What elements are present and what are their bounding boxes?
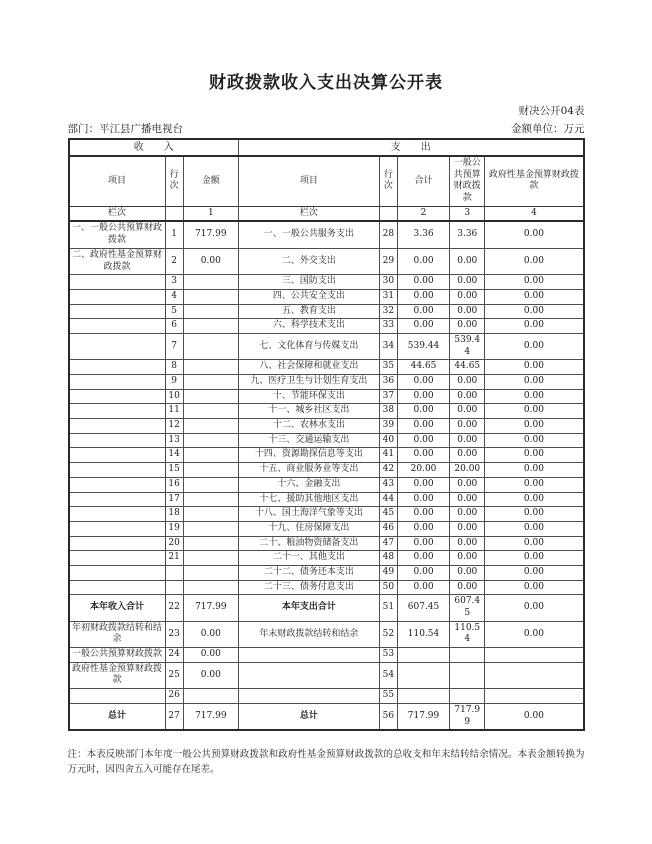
expense-row-no-header: 行次	[379, 156, 397, 206]
department-label: 部门：平江县广播电视台	[67, 123, 183, 135]
expense-line-no-cell: 32	[379, 304, 397, 319]
expense-gov-fund-cell: 0.00	[485, 521, 584, 536]
income-row-no-header: 行次	[165, 156, 183, 206]
expense-general-budget-cell: 0.00	[450, 404, 485, 419]
income-amount-cell	[183, 275, 238, 290]
income-line-no-cell	[165, 580, 183, 595]
expense-line-no-cell: 42	[379, 463, 397, 478]
expense-total-cell: 3.36	[397, 221, 449, 248]
table-row	[69, 389, 584, 404]
expense-gov-fund-cell: 0.00	[485, 507, 584, 522]
income-line-no-cell: 5	[165, 304, 183, 319]
expense-gov-fund-cell: 0.00	[485, 433, 584, 448]
page-title: 财政拨款收入支出决算公开表	[209, 73, 443, 93]
income-line-no-cell: 20	[165, 536, 183, 551]
expense-line-no-cell: 29	[379, 248, 397, 274]
income-line-no-cell: 15	[165, 463, 183, 478]
income-line-no-cell: 26	[165, 689, 183, 704]
expense-line-no-cell: 43	[379, 477, 397, 492]
expense-general-budget-cell: 3.36	[450, 221, 485, 248]
expense-general-budget-cell: 0.00	[450, 375, 485, 390]
income-item-cell: 二、政府性基金预算财政拨款	[69, 248, 166, 274]
table-row	[69, 448, 584, 463]
table-row	[69, 404, 584, 419]
table-row	[69, 492, 584, 507]
income-line-no-cell	[165, 565, 183, 580]
expense-line-no-cell: 54	[379, 662, 397, 688]
expense-line-no-cell: 37	[379, 389, 397, 404]
expense-general-budget-cell	[450, 648, 485, 663]
expense-gov-fund-cell: 0.00	[485, 419, 584, 434]
expense-total-cell: 607.45	[397, 595, 449, 621]
expense-item-cell: 六、科学技术支出	[238, 319, 379, 334]
expense-line-no-cell: 44	[379, 492, 397, 507]
expense-general-budget-cell: 44.65	[450, 360, 485, 375]
expense-gov-fund-cell: 0.00	[485, 536, 584, 551]
table-row	[69, 536, 584, 551]
income-amount-cell: 0.00	[183, 662, 238, 688]
expense-line-no-cell: 33	[379, 319, 397, 334]
expenditure-section-header: 支 出	[238, 139, 583, 156]
table-row	[69, 319, 584, 334]
expense-item-cell: 三、国防支出	[238, 275, 379, 290]
income-item-cell	[69, 375, 166, 390]
table-row	[69, 551, 584, 566]
income-line-no-cell: 14	[165, 448, 183, 463]
table-row	[69, 689, 584, 704]
income-line-no-cell: 12	[165, 419, 183, 434]
income-amount-cell	[183, 448, 238, 463]
expense-gov-fund-cell: 0.00	[485, 360, 584, 375]
expense-item-cell: 十、节能环保支出	[238, 389, 379, 404]
expense-general-budget-cell: 717.99	[450, 703, 485, 730]
income-lanci-label: 栏次	[69, 206, 166, 221]
income-line-no-cell: 10	[165, 389, 183, 404]
income-item-cell	[69, 551, 166, 566]
table-row	[69, 248, 584, 274]
income-amount-cell	[183, 419, 238, 434]
income-amount-cell	[183, 477, 238, 492]
expense-total-cell: 0.00	[397, 248, 449, 274]
expense-line-no-cell: 50	[379, 580, 397, 595]
income-item-cell	[69, 689, 166, 704]
income-item-cell	[69, 477, 166, 492]
income-amount-cell	[183, 463, 238, 478]
expense-total-cell: 717.99	[397, 703, 449, 730]
expense-item-cell: 五、教育支出	[238, 304, 379, 319]
expense-line-no-cell: 53	[379, 648, 397, 663]
expense-general-budget-cell: 0.00	[450, 419, 485, 434]
expense-gov-fund-cell: 0.00	[485, 477, 584, 492]
expense-item-cell: 十七、援助其他地区支出	[238, 492, 379, 507]
income-amount-cell	[183, 551, 238, 566]
expense-gov-fund-cell	[485, 689, 584, 704]
expense-item-cell: 总计	[238, 703, 379, 730]
income-item-cell	[69, 404, 166, 419]
table-row	[69, 375, 584, 390]
income-line-no-cell: 23	[165, 621, 183, 647]
expense-general-budget-cell	[450, 662, 485, 688]
table-row	[69, 621, 584, 647]
table-row	[69, 275, 584, 290]
income-line-no-cell: 4	[165, 289, 183, 304]
table-row	[69, 648, 584, 663]
expense-line-no-cell: 52	[379, 621, 397, 647]
income-line-no-cell: 1	[165, 221, 183, 248]
table-body	[69, 221, 584, 730]
income-amount-cell	[183, 319, 238, 334]
expense-item-cell: 十八、国土海洋气象等支出	[238, 507, 379, 522]
expense-total-cell: 0.00	[397, 551, 449, 566]
income-item-cell	[69, 536, 166, 551]
fiscal-appropriation-table	[68, 138, 585, 731]
expense-general-budget-cell: 0.00	[450, 477, 485, 492]
income-item-cell	[69, 275, 166, 290]
income-amount-cell	[183, 565, 238, 580]
expense-line-no-cell: 46	[379, 521, 397, 536]
expense-gov-fund-cell: 0.00	[485, 463, 584, 478]
income-line-no-cell: 2	[165, 248, 183, 274]
income-item-cell: 年初财政拨款结转和结余	[69, 621, 166, 647]
expense-total-cell: 0.00	[397, 375, 449, 390]
expense-total-cell: 0.00	[397, 304, 449, 319]
expense-total-cell: 0.00	[397, 580, 449, 595]
table-row	[69, 507, 584, 522]
expense-item-cell: 九、医疗卫生与计划生育支出	[238, 375, 379, 390]
income-amount-cell	[183, 433, 238, 448]
income-line-no-cell: 16	[165, 477, 183, 492]
income-item-cell: 一般公共预算财政拨款	[69, 648, 166, 663]
expense-gov-fund-cell: 0.00	[485, 333, 584, 359]
expense-item-cell: 十六、金融支出	[238, 477, 379, 492]
expense-total-cell: 110.54	[397, 621, 449, 647]
footnote: 注：本表反映部门本年度一般公共预算财政拨款和政府性基金预算财政拨款的总收支和年末结转结余情况。本表金额转换为万元时，因四舍五入可能存在尾差。	[67, 749, 585, 776]
expense-gov-fund-cell: 0.00	[485, 595, 584, 621]
expense-total-cell: 0.00	[397, 448, 449, 463]
income-amount-cell	[183, 492, 238, 507]
expense-total-header: 合计	[397, 156, 449, 206]
income-item-cell	[69, 389, 166, 404]
expense-general-budget-cell: 0.00	[450, 289, 485, 304]
expense-total-cell	[397, 662, 449, 688]
expense-general-budget-cell: 110.54	[450, 621, 485, 647]
income-line-no-cell: 27	[165, 703, 183, 730]
expense-general-budget-cell: 20.00	[450, 463, 485, 478]
expense-total-cell: 0.00	[397, 319, 449, 334]
expense-gov-fund-cell	[485, 662, 584, 688]
expense-gov-fund-cell: 0.00	[485, 375, 584, 390]
expense-line-no-cell: 45	[379, 507, 397, 522]
expense-general-budget-cell: 0.00	[450, 389, 485, 404]
income-item-cell	[69, 463, 166, 478]
expense-general-budget-cell: 0.00	[450, 275, 485, 290]
expense-line-no-cell: 31	[379, 289, 397, 304]
expense-line-no-cell: 28	[379, 221, 397, 248]
table-row	[69, 565, 584, 580]
table-row	[69, 521, 584, 536]
expense-item-cell: 二十、粮油物资储备支出	[238, 536, 379, 551]
expense-item-cell: 七、文化体育与传媒支出	[238, 333, 379, 359]
expense-item-cell	[238, 689, 379, 704]
expense-gov-fund-cell: 0.00	[485, 289, 584, 304]
income-amount-cell: 0.00	[183, 648, 238, 663]
expense-item-cell: 十二、农林水支出	[238, 419, 379, 434]
expense-line-no-cell: 35	[379, 360, 397, 375]
income-amount-cell	[183, 333, 238, 359]
expense-general-budget-cell: 0.00	[450, 304, 485, 319]
income-amount-cell	[183, 536, 238, 551]
income-item-cell	[69, 492, 166, 507]
expense-line-no-cell: 55	[379, 689, 397, 704]
income-amount-cell	[183, 580, 238, 595]
expense-item-cell: 年末财政拨款结转和结余	[238, 621, 379, 647]
income-line-no-cell: 18	[165, 507, 183, 522]
unit-label: 金额单位：万元	[511, 123, 585, 135]
expense-item-cell: 十五、商业服务业等支出	[238, 463, 379, 478]
income-item-cell	[69, 565, 166, 580]
expense-item-cell	[238, 648, 379, 663]
expense-gov-fund-cell: 0.00	[485, 319, 584, 334]
expense-total-cell: 0.00	[397, 389, 449, 404]
table-row	[69, 333, 584, 359]
income-line-no-cell: 22	[165, 595, 183, 621]
income-amount-cell	[183, 404, 238, 419]
income-item-cell	[69, 319, 166, 334]
income-lanci-amount-no: 1	[183, 206, 238, 221]
income-line-no-cell: 3	[165, 275, 183, 290]
expense-general-budget-cell: 0.00	[450, 536, 485, 551]
expense-line-no-cell: 34	[379, 333, 397, 359]
table-row	[69, 580, 584, 595]
expense-general-budget-cell: 0.00	[450, 492, 485, 507]
expense-item-cell: 四、公共安全支出	[238, 289, 379, 304]
expense-general-budget-cell: 0.00	[450, 580, 485, 595]
table-row	[69, 419, 584, 434]
table-row	[69, 477, 584, 492]
expense-item-cell	[238, 662, 379, 688]
income-line-no-cell: 13	[165, 433, 183, 448]
table-row	[69, 360, 584, 375]
income-line-no-cell: 17	[165, 492, 183, 507]
income-amount-cell: 717.99	[183, 221, 238, 248]
expense-lanci-fund-no: 4	[485, 206, 584, 221]
table-row	[69, 463, 584, 478]
expense-item-cell: 二十二、债务还本支出	[238, 565, 379, 580]
expense-general-budget-cell: 0.00	[450, 521, 485, 536]
column-index-row	[69, 206, 584, 221]
income-line-no-cell: 21	[165, 551, 183, 566]
table-row	[69, 221, 584, 248]
table-row	[69, 304, 584, 319]
expense-total-cell: 0.00	[397, 275, 449, 290]
income-item-cell	[69, 304, 166, 319]
income-section-header: 收 入	[69, 139, 239, 156]
expense-line-no-cell: 47	[379, 536, 397, 551]
expense-line-no-cell: 40	[379, 433, 397, 448]
income-item-cell	[69, 289, 166, 304]
income-line-no-cell: 19	[165, 521, 183, 536]
expense-general-budget-cell: 539.44	[450, 333, 485, 359]
expense-item-cell: 十一、城乡社区支出	[238, 404, 379, 419]
expense-item-cell: 二、外交支出	[238, 248, 379, 274]
expense-line-no-cell: 39	[379, 419, 397, 434]
table-row	[69, 595, 584, 621]
expense-lanci-label: 栏次	[238, 206, 379, 221]
expense-gov-fund-cell: 0.00	[485, 221, 584, 248]
expense-total-cell: 20.00	[397, 463, 449, 478]
expense-line-no-cell: 36	[379, 375, 397, 390]
income-amount-cell	[183, 389, 238, 404]
expense-total-cell: 0.00	[397, 477, 449, 492]
expense-item-cell: 一、一般公共服务支出	[238, 221, 379, 248]
income-item-cell	[69, 521, 166, 536]
expense-gov-fund-cell: 0.00	[485, 703, 584, 730]
expense-total-cell: 0.00	[397, 565, 449, 580]
income-item-cell: 总计	[69, 703, 166, 730]
table-row	[69, 289, 584, 304]
expense-general-budget-cell: 0.00	[450, 551, 485, 566]
income-line-no-cell: 25	[165, 662, 183, 688]
expense-general-budget-cell: 0.00	[450, 248, 485, 274]
expense-gov-fund-cell	[485, 648, 584, 663]
expense-total-cell: 0.00	[397, 419, 449, 434]
income-amount-cell	[183, 375, 238, 390]
income-item-cell: 本年收入合计	[69, 595, 166, 621]
expense-general-budget-cell: 607.45	[450, 595, 485, 621]
expense-general-budget-cell: 0.00	[450, 433, 485, 448]
income-line-no-cell: 11	[165, 404, 183, 419]
income-lanci-rowno	[165, 206, 183, 221]
expense-item-cell: 十九、住房保障支出	[238, 521, 379, 536]
expense-lanci-total-no: 2	[397, 206, 449, 221]
expense-total-cell	[397, 648, 449, 663]
income-amount-cell: 717.99	[183, 595, 238, 621]
expense-line-no-cell: 49	[379, 565, 397, 580]
income-line-no-cell: 9	[165, 375, 183, 390]
expense-total-cell: 0.00	[397, 433, 449, 448]
expense-total-cell: 44.65	[397, 360, 449, 375]
income-line-no-cell: 24	[165, 648, 183, 663]
expense-item-cell: 二十三、债务付息支出	[238, 580, 379, 595]
expense-total-cell: 0.00	[397, 289, 449, 304]
expense-total-cell: 539.44	[397, 333, 449, 359]
expense-item-cell: 十四、资源勘探信息等支出	[238, 448, 379, 463]
table-row	[69, 662, 584, 688]
income-amount-cell	[183, 360, 238, 375]
expense-item-cell: 八、社会保障和就业支出	[238, 360, 379, 375]
expense-total-cell	[397, 689, 449, 704]
income-amount-cell	[183, 289, 238, 304]
income-item-cell	[69, 448, 166, 463]
income-amount-cell: 0.00	[183, 248, 238, 274]
expense-item-cell: 本年支出合计	[238, 595, 379, 621]
expense-total-cell: 0.00	[397, 521, 449, 536]
expense-gov-fund-cell: 0.00	[485, 448, 584, 463]
expense-item-header: 项目	[238, 156, 379, 206]
expense-item-cell: 二十一、其他支出	[238, 551, 379, 566]
income-amount-cell: 0.00	[183, 621, 238, 647]
expense-total-cell: 0.00	[397, 536, 449, 551]
expense-lanci-general-no: 3	[450, 206, 485, 221]
income-amount-cell	[183, 507, 238, 522]
expense-general-budget-header: 一般公共预算财政拨款	[450, 156, 485, 206]
expense-total-cell: 0.00	[397, 507, 449, 522]
expense-line-no-cell: 38	[379, 404, 397, 419]
page-content	[68, 0, 585, 778]
income-item-cell	[69, 507, 166, 522]
table-row	[69, 433, 584, 448]
expense-general-budget-cell: 0.00	[450, 565, 485, 580]
income-line-no-cell: 7	[165, 333, 183, 359]
income-item-cell: 一、一般公共预算财政拨款	[69, 221, 166, 248]
expense-line-no-cell: 51	[379, 595, 397, 621]
expense-gov-fund-cell: 0.00	[485, 492, 584, 507]
income-amount-cell: 717.99	[183, 703, 238, 730]
expense-total-cell: 0.00	[397, 492, 449, 507]
expense-lanci-rowno	[379, 206, 397, 221]
section-header-row	[69, 139, 584, 156]
expense-gov-fund-cell: 0.00	[485, 621, 584, 647]
expense-gov-fund-cell: 0.00	[485, 404, 584, 419]
income-amount-cell	[183, 689, 238, 704]
expense-gov-fund-cell: 0.00	[485, 551, 584, 566]
expense-general-budget-cell: 0.00	[450, 507, 485, 522]
expense-gov-fund-cell: 0.00	[485, 275, 584, 290]
form-code-label: 财决公开04表	[518, 105, 585, 117]
income-item-header: 项目	[69, 156, 166, 206]
income-item-cell	[69, 433, 166, 448]
expense-gov-fund-cell: 0.00	[485, 304, 584, 319]
expense-general-budget-cell	[450, 689, 485, 704]
expense-general-budget-cell: 0.00	[450, 319, 485, 334]
income-amount-cell	[183, 304, 238, 319]
expense-line-no-cell: 56	[379, 703, 397, 730]
expense-total-cell: 0.00	[397, 404, 449, 419]
expense-gov-fund-cell: 0.00	[485, 248, 584, 274]
income-item-cell: 政府性基金预算财政拨款	[69, 662, 166, 688]
meta-row	[68, 121, 585, 136]
expense-gov-fund-header: 政府性基金预算财政拨款	[485, 156, 584, 206]
income-line-no-cell: 6	[165, 319, 183, 334]
expense-item-cell: 十三、交通运输支出	[238, 433, 379, 448]
column-header-row	[69, 156, 584, 206]
income-item-cell	[69, 419, 166, 434]
income-item-cell	[69, 360, 166, 375]
expense-general-budget-cell: 0.00	[450, 448, 485, 463]
income-item-cell	[69, 333, 166, 359]
expense-gov-fund-cell: 0.00	[485, 389, 584, 404]
expense-line-no-cell: 48	[379, 551, 397, 566]
expense-gov-fund-cell: 0.00	[485, 580, 584, 595]
income-line-no-cell: 8	[165, 360, 183, 375]
income-amount-header: 金额	[183, 156, 238, 206]
table-row	[69, 703, 584, 730]
expense-line-no-cell: 41	[379, 448, 397, 463]
expense-line-no-cell: 30	[379, 275, 397, 290]
income-amount-cell	[183, 521, 238, 536]
expense-gov-fund-cell: 0.00	[485, 565, 584, 580]
income-item-cell	[69, 580, 166, 595]
